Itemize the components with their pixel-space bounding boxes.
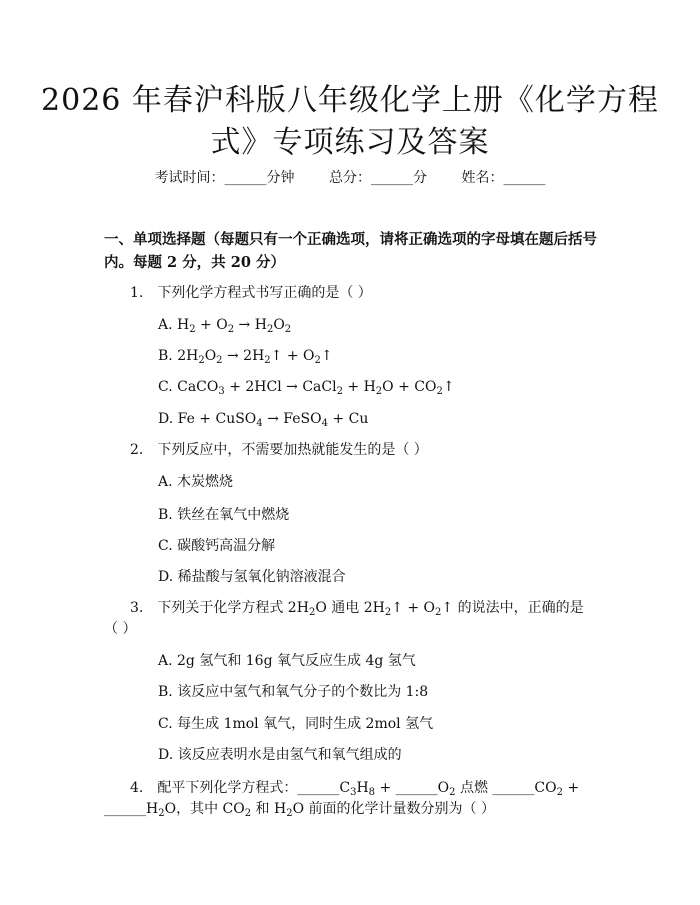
student-name: 姓名：______ xyxy=(461,170,546,186)
total-score: 总分：______分 xyxy=(329,170,427,186)
question-1-stem: 1. 下列化学方程式书写正确的是（ ） xyxy=(130,285,372,301)
question-1-option-c: C. CaCO$_3$ + 2HCl → CaCl$_2$ + $H_2O$ + $CO_2↑$ xyxy=(158,379,455,397)
question-4-stem: 4. 配平下列化学方程式：$\_\_\_\_\_\_C_3H_8$ + $\_\_\_\_\_\_O_2$ 点燃 $\_\_\_\_\_\_CO_2$ + $\_\_\_\_\_\_H_2O$，其中 $CO_2$ 和 $H_2O$ 前面的化学计量数分别为（ ） xyxy=(104,780,580,819)
question-2-option-a: A. 木炭燃烧 xyxy=(158,474,234,490)
page-title xyxy=(40,80,660,164)
question-2-stem: 2. 下列反应中，不需要加热就能发生的是（ ） xyxy=(130,442,428,458)
title-line-1: 2026 年春沪科版八年级化学上册《化学方程 xyxy=(41,83,659,118)
question-3-stem: 3. 下列关于化学方程式 $2H_2O$ 通电 $2H_2↑$ + $O_2↑$ 的说法中，正确的是（ ） xyxy=(104,600,584,637)
section-heading: 一、单项选择题（每题只有一个正确选项，请将正确选项的字母填在题后括号内。每题 2 分，共 20 分） xyxy=(104,231,597,271)
question-1-option-d: D. Fe + CuSO$_4$ → FeSO$_4$ + Cu xyxy=(158,411,369,429)
question-2-option-d: D. 稀盐酸与氢氧化钠溶液混合 xyxy=(158,569,346,585)
question-3-option-c: C. 每生成 1mol 氧气，同时生成 2mol 氢气 xyxy=(158,716,434,732)
exam-meta xyxy=(0,167,700,187)
question-2-option-c: C. 碳酸钙高温分解 xyxy=(158,538,276,554)
question-3-option-b: B. 该反应中氢气和氧气分子的个数比为 1:8 xyxy=(158,684,429,700)
exam-time: 考试时间：______分钟 xyxy=(154,170,295,186)
question-1-option-b: B. $2H_2O_2$ → $2H_2↑$ + $O_2↑$ xyxy=(158,348,333,366)
question-1-option-a: A. $H_2 + O_2 \to H_2O_2$ xyxy=(158,317,292,335)
title-line-2: 式》专项练习及答案 xyxy=(210,125,490,160)
question-3-option-a: A. 2g 氢气和 16g 氧气反应生成 4g 氢气 xyxy=(158,653,416,669)
question-2-option-b: B. 铁丝在氧气中燃烧 xyxy=(158,507,290,523)
question-3-option-d: D. 该反应表明水是由氢气和氧气组成的 xyxy=(158,747,402,763)
